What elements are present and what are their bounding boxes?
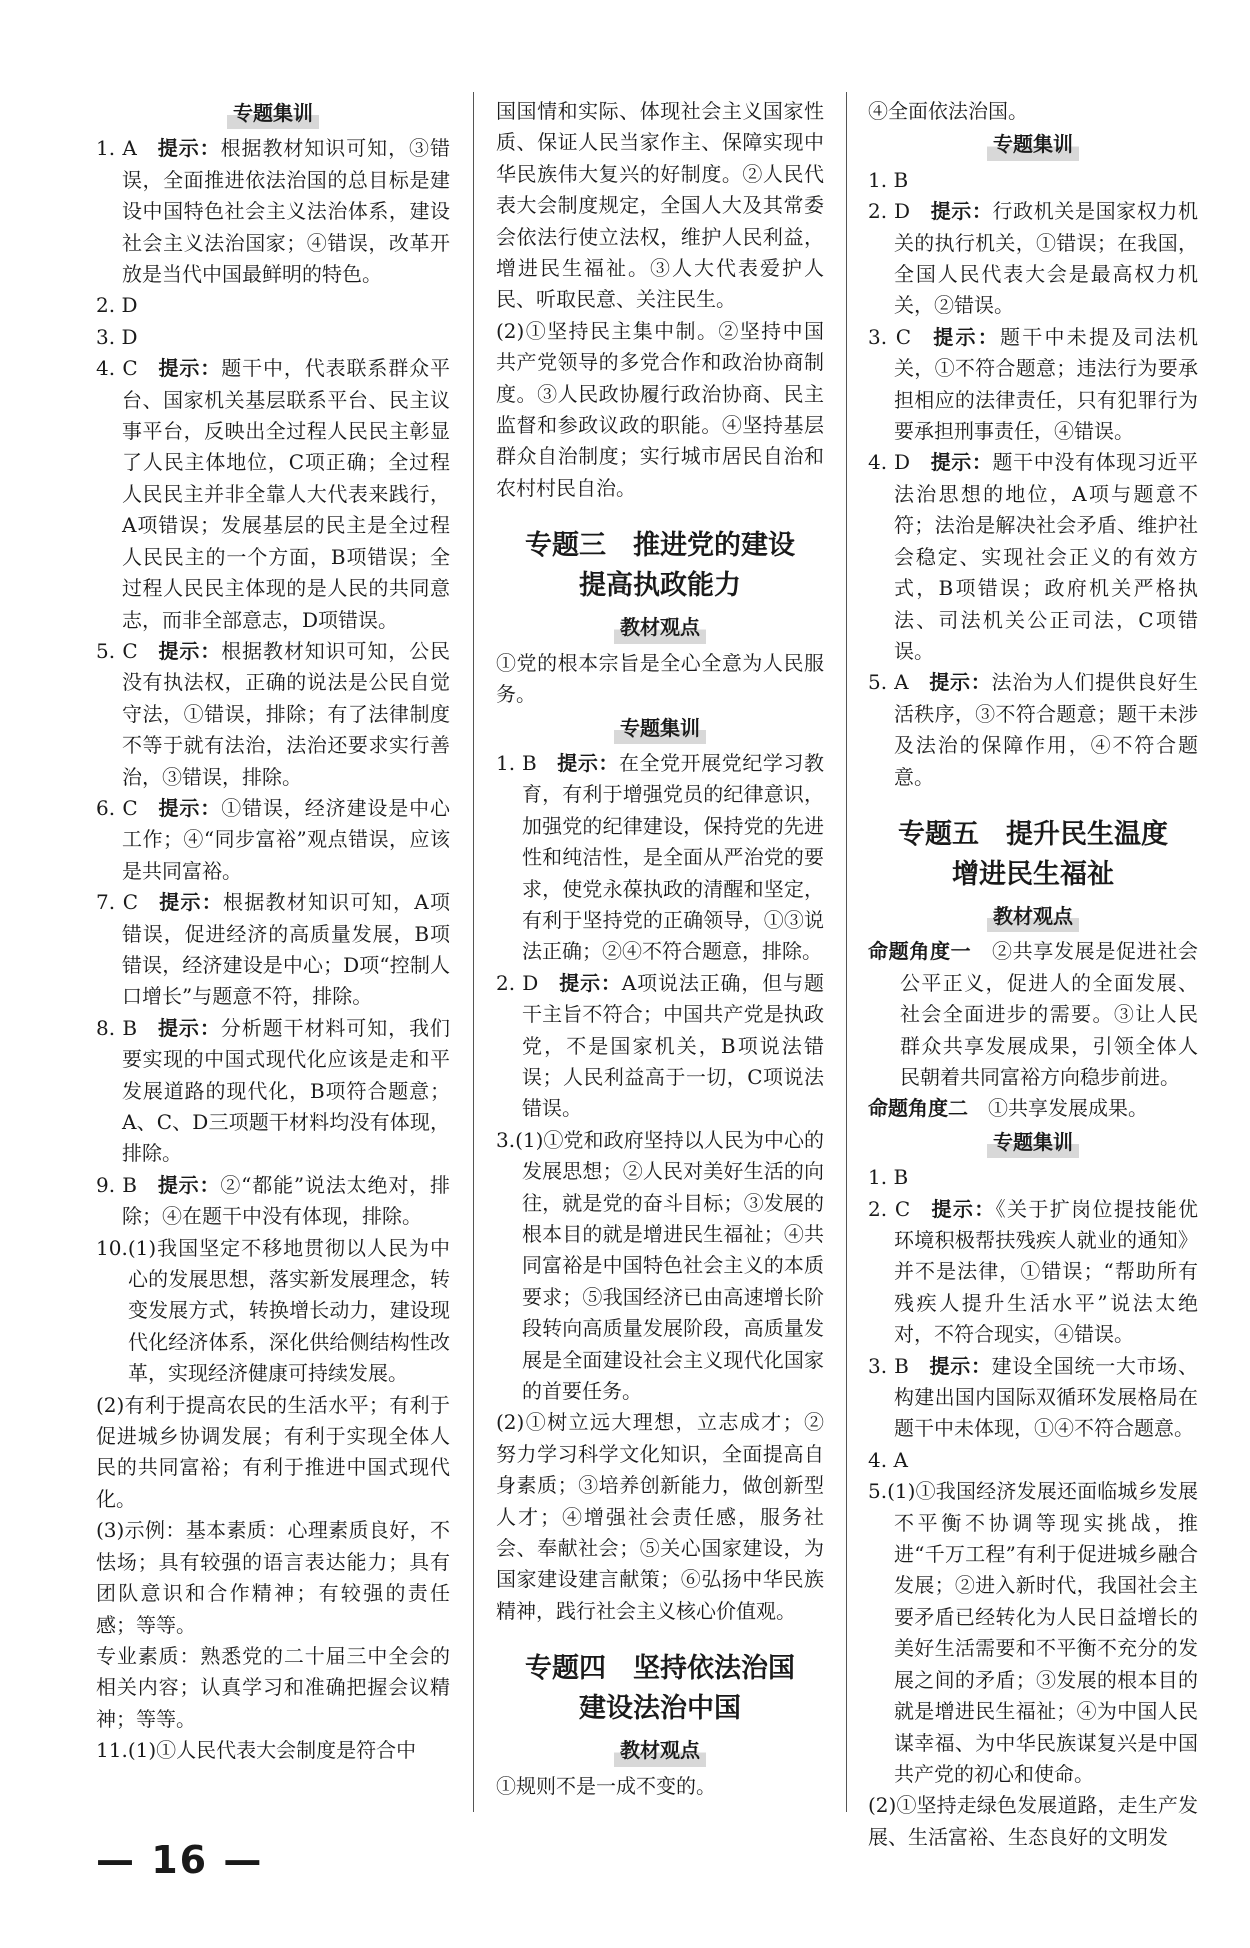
answer-text: 在全党开展党纪学习教育，有利于增强党员的纪律意识，加强党的纪律建设，保持党的先进性和纯洁性，是全面从严治党的要求，使党永葆执政的清醒和坚定，有利于坚持党的正确领导，①③说法正确；②④不符合题意，排除。 (522, 750, 825, 964)
hint-label: 提示： (156, 1172, 221, 1197)
section-label-text: 教材观点 (987, 901, 1079, 932)
answer-text: A项说法正确，但与题干主旨不符合；中国共产党是执政党，不是国家机关，B项说法错误；人民利益高于一切，C项说法错误。 (522, 970, 824, 1121)
answer-text: (1)我国坚定不移地贯彻以人民为中心的发展思想，落实新发展理念，转变发展方式，转换增长动力，建设现代化经济体系，深化供给侧结构性改革，实现经济健康可持续发展。 (127, 1235, 450, 1386)
answer-paragraph: ①党的根本宗旨是全心全意为人民服务。 (496, 650, 824, 707)
answer-paragraph: ④全面依法治国。 (868, 99, 1028, 123)
answer-number: 1. B (496, 750, 537, 775)
section-label (496, 612, 824, 643)
answer-number: 5. C (96, 638, 138, 663)
answer-item (868, 1445, 1198, 1476)
answer-number: 5. (868, 1479, 888, 1504)
topic-subtitle: 建设法治中国 (579, 1693, 741, 1725)
answer-paragraph: (2)①树立远大理想，立志成才；②努力学习科学文化知识，全面提高自身素质；③培养创新能力，做创新型人才；④增强社会责任感，服务社会、奉献社会；⑤关心国家建设，为国家建设建言献策；⑥弘扬中华民族精神，践行社会主义核心价值观。 (496, 1410, 824, 1623)
answer-item (868, 667, 1198, 793)
answer-number: 8. B (96, 1015, 138, 1040)
section-label (868, 129, 1198, 160)
hint-label: 提示： (930, 1196, 996, 1221)
answer-text: 题干中未提及司法机关，①不符合题意；违法行为要承担相应的法律责任，只有犯罪行为要承担刑事责任，④错误。 (894, 324, 1198, 444)
section-label-text: 专题集训 (227, 98, 319, 129)
answer-paragraph: (2)有利于提高农民的生活水平；有利于促进城乡协调发展；有利于实现全体人民的共同富裕；有利于推进中国式现代化。 (96, 1392, 450, 1511)
answer-text: 根据教材知识可知，A项错误，促进经济的高质量发展，B项错误，经济建设是中心；D项“控制人口增长”与题意不符，排除。 (122, 890, 450, 1009)
answer-item (496, 748, 824, 968)
column-divider (846, 92, 847, 1812)
answer-text: 法治为人们提供良好生活秩序，③不符合题意；题干未涉及法治的保障作用，④不符合题意。 (894, 670, 1198, 789)
hint-label: 提示： (930, 450, 993, 475)
answer-number: 2. D (868, 199, 911, 224)
answer-item (96, 290, 450, 321)
answer-number: 6. C (96, 795, 138, 820)
answer-text: (1)①人民代表大会制度是符合中 (127, 1738, 417, 1763)
answer-number: 2. D (496, 970, 539, 995)
column-divider (473, 92, 474, 1812)
section-label-text: 教材观点 (614, 612, 706, 643)
answer-item (868, 196, 1198, 322)
hint-label: 提示： (156, 136, 221, 161)
topic-title: 专题四 坚持依法治国 (525, 1653, 795, 1685)
answer-number: 11. (96, 1738, 128, 1763)
angle-item (868, 936, 1198, 1093)
answer-item (96, 133, 450, 290)
answer-number: 2. D (96, 293, 138, 318)
hint-label: 提示： (158, 890, 224, 915)
section-label (496, 1735, 824, 1766)
answer-item (96, 1233, 450, 1390)
angle-item (868, 1093, 1198, 1124)
section-label (496, 713, 824, 744)
answer-number: 1. A (96, 136, 137, 161)
answer-text: (1)①我国经济发展还面临城乡发展不平衡不协调等现实挑战，推进“千万工程”有利于促进城乡融合发展；②进入新时代，我国社会主要矛盾已经转化为人民日益增长的美好生活需要和不平衡不充分的发展之间的矛盾；③发展的根本目的就是增进民生福祉；④为中国人民谋幸福、为中华民族谋复兴是中国共产党的初心和使命。 (887, 1479, 1198, 1786)
hint-label: 提示： (558, 970, 622, 995)
answer-text: (1)①党和政府坚持以人民为中心的发展思想；②人民对美好生活的向往，就是党的奋斗目标；③发展的根本目的就是增进民生福祉；④共同富裕是中国特色社会主义的本质要求；⑤我国经济已由高速增长阶段转向高质量发展阶段，高质量发展是全面建设社会主义现代化国家的首要任务。 (515, 1127, 824, 1404)
hint-label: 提示： (930, 199, 993, 224)
answer-item (496, 1125, 824, 1408)
section-label-text: 专题集训 (987, 1127, 1079, 1158)
answer-number: 3. B (868, 1353, 909, 1378)
answer-paragraph: (2)①坚持民主集中制。②坚持中国共产党领导的多党合作和政治协商制度。③人民政协履行政治协商、民主监督和参政议政的职能。④坚持基层群众自治制度；实行城市居民自治和农村村民自治。 (496, 318, 824, 500)
angle-label: 命题角度一 (868, 939, 972, 964)
topic-subtitle: 提高执政能力 (579, 570, 741, 602)
answer-number: 3. D (96, 324, 138, 349)
answer-item (868, 165, 1198, 196)
section-label-text: 专题集训 (614, 713, 706, 744)
topic-title: 专题五 提升民生温度 (898, 818, 1168, 850)
answer-paragraph: 专业素质：熟悉党的二十届三中全会的相关内容；认真学习和准确把握会议精神；等等。 (96, 1643, 450, 1731)
angle-label: 命题角度二 (868, 1096, 968, 1121)
answer-text: 《关于扩岗位提技能优环境积极帮扶残疾人就业的通知》并不是法律，①错误；“帮助所有残疾人提升生活水平”说法太绝对，不符合现实，④错误。 (894, 1196, 1198, 1347)
answer-text: 根据教材知识可知，③错误，全面推进依法治国的总目标是建设中国特色社会主义法治体系，建设社会主义法治国家；④错误，改革开放是当代中国最鲜明的特色。 (122, 136, 450, 287)
column-right (868, 96, 1198, 1853)
answer-item (96, 1170, 450, 1233)
answer-paragraph: ①规则不是一成不变的。 (496, 1773, 716, 1798)
topic-heading (868, 815, 1198, 895)
answer-item (868, 1162, 1198, 1193)
answer-item (96, 793, 450, 887)
answer-number: 4. C (96, 356, 138, 381)
answer-text: 根据教材知识可知，公民没有执法权，正确的说法是公民自觉守法，①错误，排除；有了法律制度不等于就有法治，法治还要求实行善治，③错误，排除。 (122, 638, 451, 789)
answer-item (496, 968, 824, 1125)
section-label-text: 专题集训 (987, 129, 1079, 160)
answer-number: 3. (496, 1127, 516, 1152)
section-label (868, 1127, 1198, 1158)
answer-item (868, 447, 1198, 667)
answer-number: 2. C (868, 1196, 911, 1221)
hint-label: 提示： (157, 356, 222, 381)
answer-text: 分析题干材料可知，我们要实现的中国式现代化应该是走和平发展道路的现代化，B项符合题意；A、C、D三项题干材料均没有体现，排除。 (122, 1015, 451, 1166)
answer-number: 3. C (868, 324, 911, 349)
answer-paragraph: 国国情和实际、体现社会主义国家性质、保证人民当家作主、保障实现中华民族伟大复兴的好制度。②人民代表大会制度规定，全国人大及其常委会依法行使立法权，维护人民利益，增进民生福祉。③人大代表爱护人民、听取民意、关注民生。 (496, 99, 824, 312)
hint-label: 提示： (157, 1015, 221, 1040)
angle-text: ①共享发展成果。 (988, 1096, 1148, 1121)
answer-number: 4. A (868, 1447, 908, 1472)
answer-number: 1. B (868, 167, 909, 192)
column-left (96, 96, 450, 1767)
answer-text: ②“都能”说法太绝对，排除；④在题干中没有体现，排除。 (122, 1172, 451, 1229)
answer-item (96, 1735, 450, 1766)
answer-number: 4. D (868, 450, 911, 475)
topic-subtitle: 增进民生福祉 (952, 858, 1114, 890)
hint-label: 提示： (928, 1353, 992, 1378)
section-label (868, 901, 1198, 932)
answer-item (96, 1013, 450, 1170)
answer-item (868, 322, 1198, 448)
answer-text: 题干中，代表联系群众平台、国家机关基层联系平台、民主议事平台，反映出全过程人民民主彰显了人民主体地位，C项正确；全过程人民民主并非全靠人大代表来践行，A项错误；发展基层的民主是全过程人民民主的一个方面，B项错误；全过程人民民主体现的是人民的共同意志，而非全部意志，D项错误。 (122, 356, 451, 632)
answer-number: 7. C (96, 890, 138, 915)
section-label (96, 98, 450, 129)
answer-number: 1. B (868, 1165, 909, 1190)
answer-item (96, 887, 450, 1013)
topic-heading (496, 1649, 824, 1729)
answer-paragraph: (3)示例：基本素质：心理素质良好，不怯场；具有较强的语言表达能力；具有团队意识和合作精神；有较强的责任感；等等。 (96, 1518, 450, 1637)
section-label-text: 教材观点 (614, 1735, 706, 1766)
answer-number: 5. A (868, 670, 909, 695)
answer-item (96, 353, 450, 636)
topic-heading (496, 526, 824, 606)
hint-label: 提示： (157, 638, 222, 663)
answer-text: 题干中没有体现习近平法治思想的地位，A项与题意不符；法治是解决社会矛盾、维护社会稳定、实现社会正义的有效方式，B项错误；政府机关严格执法、司法机关公正司法，C项错误。 (894, 450, 1199, 663)
answer-text: ①错误，经济建设是中心工作；④“同步富裕”观点错误，应该是共同富裕。 (122, 795, 451, 883)
angle-text: ②共享发展是促进社会公平正义，促进人的全面发展、社会全面进步的需要。③让人民群众共享发展成果，引领全体人民朝着共同富裕方向稳步前进。 (900, 939, 1199, 1089)
page-number: — 16 — (96, 1838, 264, 1882)
answer-number: 10. (96, 1235, 128, 1260)
answer-number: 9. B (96, 1172, 137, 1197)
answer-item (96, 636, 450, 793)
answer-item (868, 1194, 1198, 1351)
answer-item (868, 1476, 1198, 1790)
answer-text: 行政机关是国家权力机关的执行机关，①错误；在我国，全国人民代表大会是最高权力机关，②错误。 (894, 199, 1199, 318)
hint-label: 提示： (928, 670, 992, 695)
hint-label: 提示： (931, 324, 1000, 349)
answer-item (96, 322, 450, 353)
hint-label: 提示： (556, 750, 619, 775)
answer-text: 建设全国统一大市场、构建出国内国际双循环发展格局在题干中未体现，①④不符合题意。 (894, 1353, 1199, 1441)
answer-paragraph: (2)①坚持走绿色发展道路，走生产发展、生活富裕、生态良好的文明发 (868, 1793, 1198, 1849)
hint-label: 提示： (157, 795, 222, 820)
column-middle (496, 96, 824, 1802)
topic-title: 专题三 推进党的建设 (525, 530, 795, 562)
answer-item (868, 1351, 1198, 1445)
